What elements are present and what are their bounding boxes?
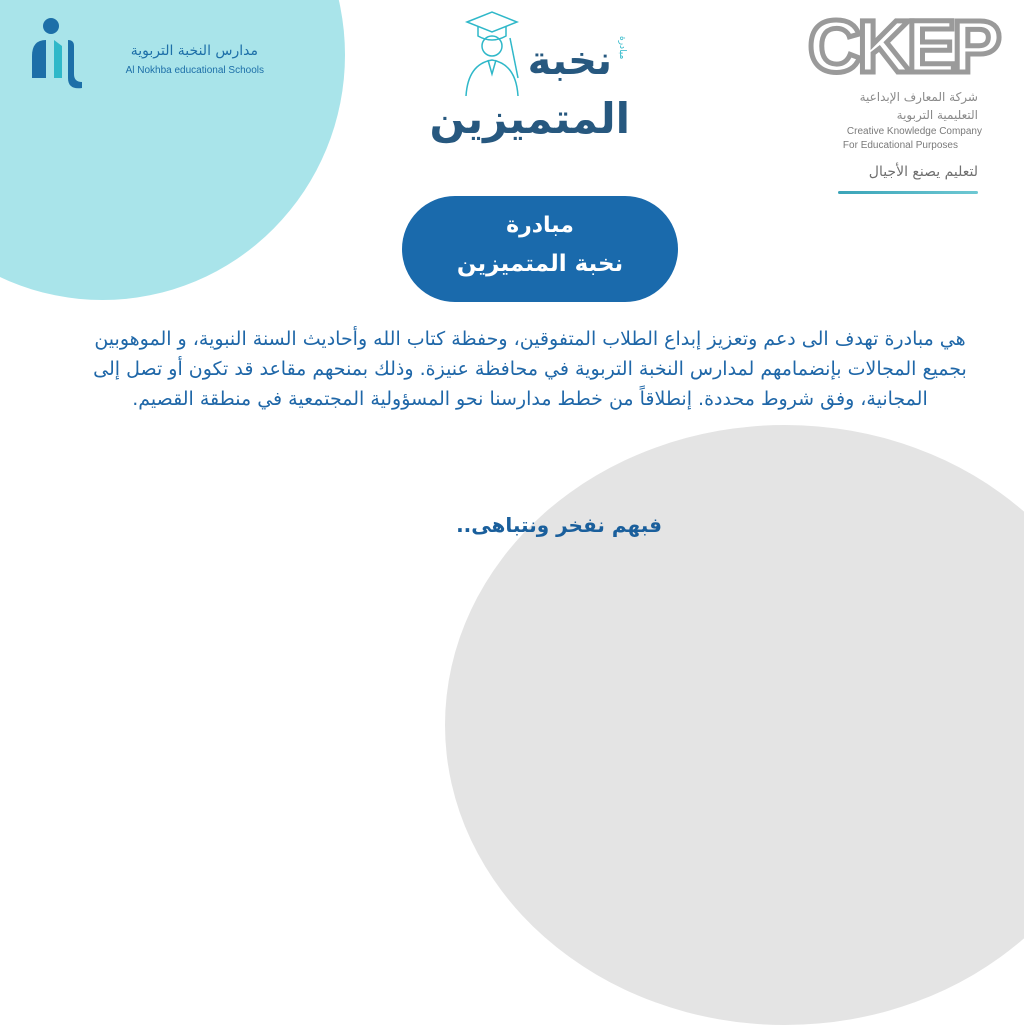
ckep-name-english-line2: For Educational Purposes	[842, 140, 958, 151]
ckep-name-arabic-line2: التعليمية التربوية	[896, 108, 978, 122]
nokhba-name-english: Al Nokhba educational Schools	[125, 65, 264, 76]
initiative-description: هي مبادرة تهدف الى دعم وتعزيز إبداع الطلاب المتفوقين، وحفظة كتاب الله وأحاديث السنة النبوية، و الموهوبين بجميع المجالات بإنضمامهم لمدارس النخبة التربوية في محافظة عنيزة. وذلك بمنحهم مقاعد قد تكون أو تصل إلى المجانية، وفق شروط محددة. إنطلاقاً من خطط مدارسنا نحو المسؤولية المجتمعية في منطقة القصيم.	[93, 328, 967, 410]
program-title-line2: المتميزين	[429, 94, 630, 143]
ckep-name-arabic-line1: شركة المعارف الإبداعية	[859, 90, 978, 104]
program-small-label: مبادرة	[617, 36, 627, 60]
program-title-line1: نخبة	[527, 38, 612, 84]
nokhba-schools-logo	[24, 16, 264, 96]
heading-line1: مبادرة	[506, 213, 574, 238]
nokhba-logo-icon	[24, 16, 94, 94]
ckep-logo	[808, 8, 1008, 198]
nokhba-name-arabic: مدارس النخبة التربوية	[130, 43, 258, 59]
ckep-name-english-line1: Creative Knowledge Company	[846, 126, 982, 137]
initiative-heading-pill	[402, 196, 678, 302]
svg-text:CKEP: CKEP	[808, 8, 998, 82]
ckep-wordmark	[808, 8, 1004, 82]
slogan-underline	[838, 191, 978, 194]
heading-line2: نخبة المتميزين	[456, 251, 624, 277]
ckep-slogan: لتعليم يصنع الأجيال	[868, 164, 978, 180]
tagline: فبهم نفخر ونتباهى..	[456, 513, 662, 537]
program-logo	[429, 8, 642, 158]
